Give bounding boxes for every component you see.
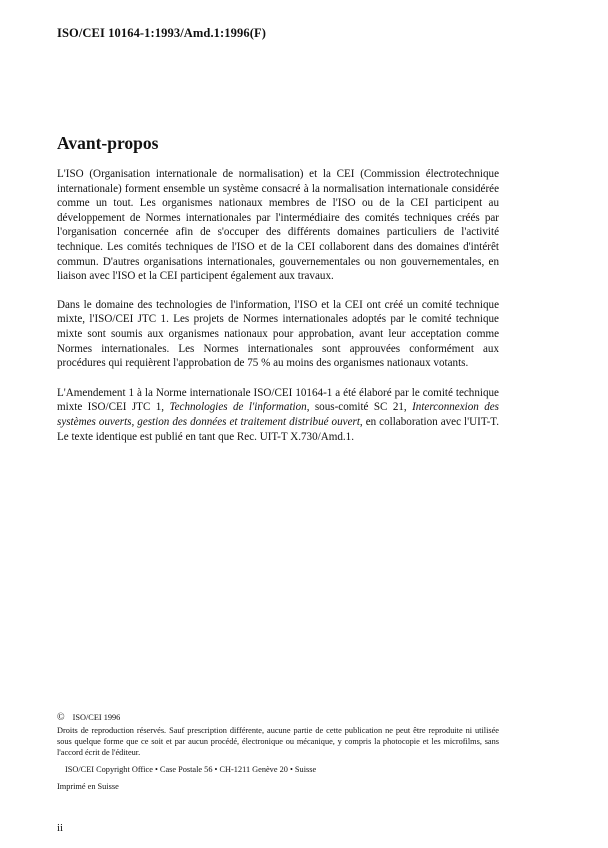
paragraph-3 <box>57 386 499 444</box>
page-number: ii <box>57 822 64 834</box>
copyright-footer <box>57 712 499 792</box>
copyright-line <box>57 712 499 723</box>
paragraph-3-italic-1: Technologies de l'information <box>169 401 307 414</box>
copyright-text: ISO/CEI 1996 <box>72 713 121 722</box>
printed-in: Imprimé en Suisse <box>57 782 119 791</box>
foreword-body <box>57 167 499 458</box>
paragraph-3-start: L'Amendement 1 à la Norme internationale ISO/CEI 10164-1 a été élaboré par le comité technique mixte ISO/CEI JTC 1, <box>57 386 499 414</box>
page-title: Avant-propos <box>57 133 159 153</box>
copyright-office-address: ISO/CEI Copyright Office • Case Postale 56 • CH-1211 Genève 20 • Suisse <box>65 765 317 774</box>
paragraph-1: L'ISO (Organisation internationale de normalisation) et la CEI (Commission électrotechnique internationale) forment ensemble un système consacré à la normalisation internationale considérée comme un tout. Les organismes nationaux membres de l'ISO ou de la CEI participent au développement de Normes internationales par l'intermédiaire des comités techniques créés par l'organisation concernée afin de s'occuper des différents domaines particuliers de l'activité technique. Les comités techniques de l'ISO et de la CEI collaborent dans des domaines d'intérêt commun. D'autres organisations internationales, gouvernementales ou non gouvernementales, en liaison avec l'ISO et la CEI participent également aux travaux. <box>57 168 499 283</box>
paragraph-3-end: , en collaboration avec l'UIT-T. Le texte identique est publié en tant que Rec. UIT-T X.730/Amd.1. <box>57 415 499 443</box>
copyright-icon: © <box>57 712 65 723</box>
rights-notice: Droits de reproduction réservés. Sauf prescription différente, aucune partie de cette publication ne peut être reproduite ni utilisée sous quelque forme que ce soit et par aucun procédé, électronique ou mécanique, y compris la photocopie et les microfilms, sans l'accord écrit de l'éditeur. <box>57 726 499 757</box>
paragraph-3-mid: , sous-comité SC 21, <box>306 401 413 414</box>
paragraph-2: Dans le domaine des technologies de l'information, l'ISO et la CEI ont créé un comité technique mixte, l'ISO/CEI JTC 1. Les projets de Normes internationales adoptés par le comité technique mixte sont soumis aux organismes nationaux pour approbation, avant leur acceptation comme Normes internationales. Les Normes internationales sont approuvées conformément aux procédures qui requièrent l'approbation de 75 % au moins des organismes nationaux votants. <box>57 298 499 370</box>
paragraph-3-italic-2: Interconnexion des systèmes ouverts, gestion des données et traitement distribué ouvert <box>57 401 499 428</box>
document-header: ISO/CEI 10164-1:1993/Amd.1:1996(F) <box>57 26 266 40</box>
